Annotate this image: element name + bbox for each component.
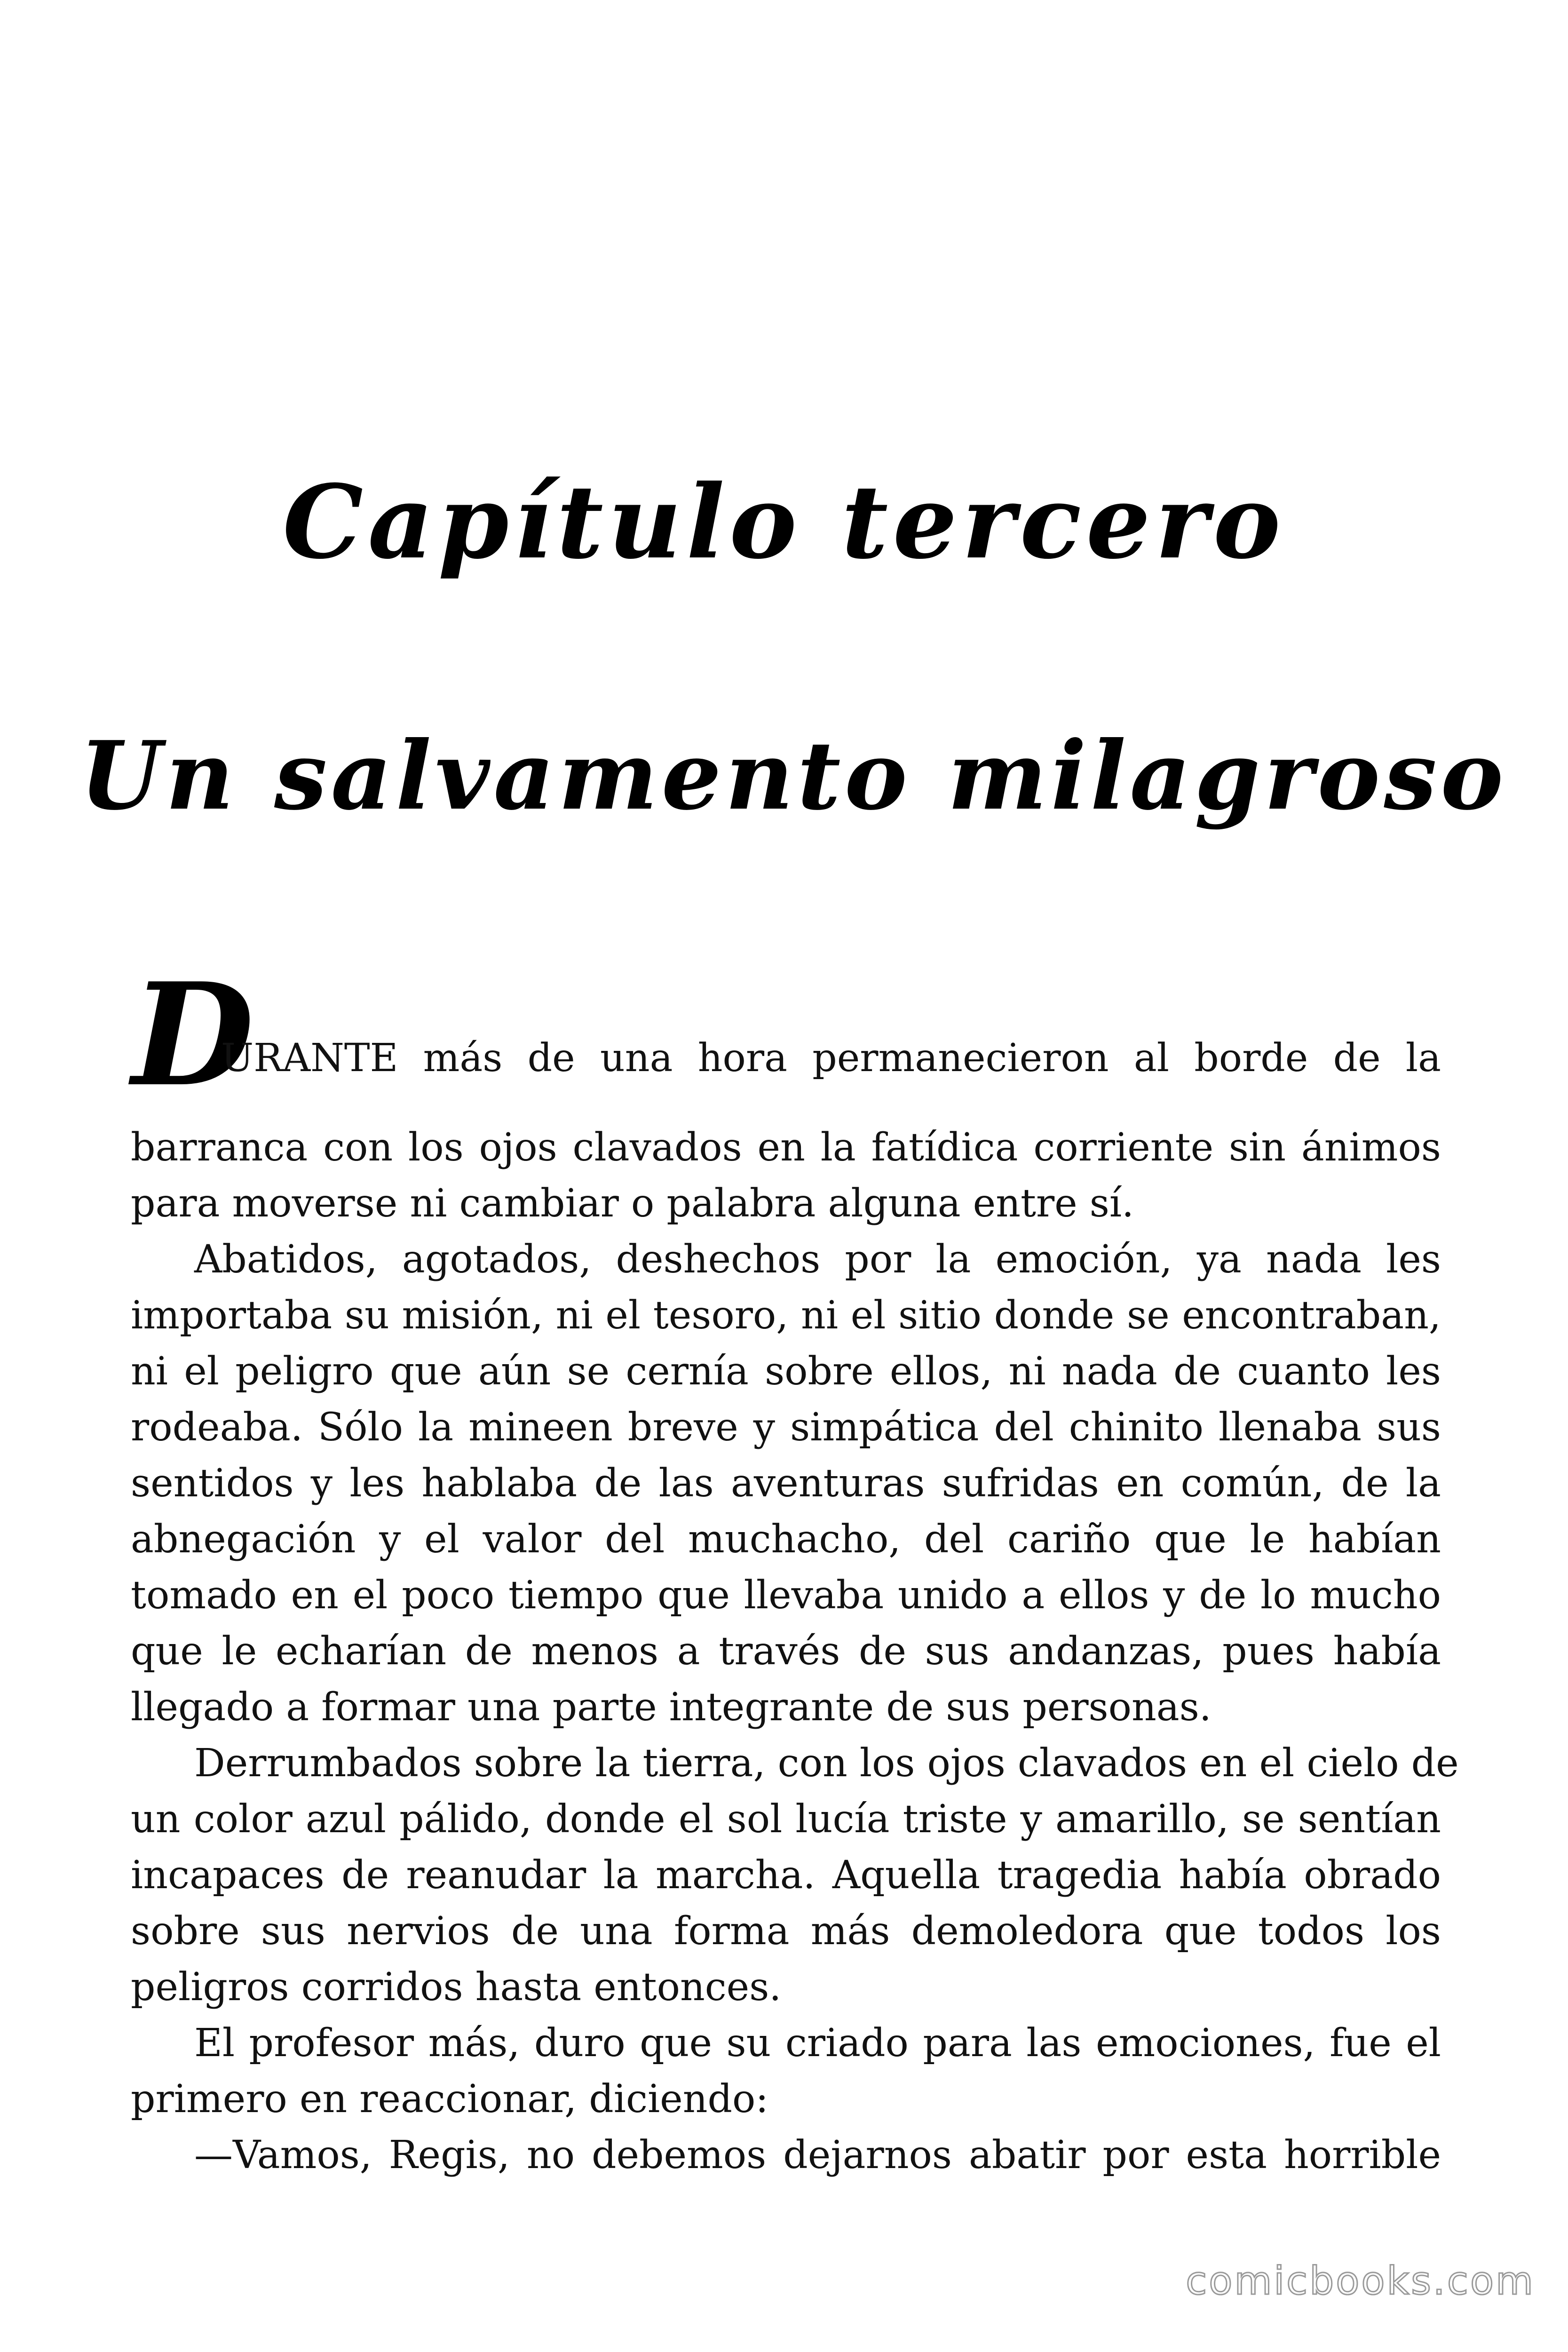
- chapter-label: Capítulo tercero: [283, 462, 1285, 581]
- text-line: primero en reaccionar, diciendo:: [131, 2077, 769, 2122]
- text-line: incapaces de reanudar la marcha. Aquella tragedia había obrado: [131, 1853, 1441, 1898]
- text-line: rodeaba. Sólo la mineen breve y simpática del chinito llenaba sus: [131, 1405, 1441, 1450]
- drop-cap: D: [132, 952, 254, 1118]
- text-line: importaba su misión, ni el tesoro, ni el sitio donde se encontraban,: [131, 1293, 1441, 1338]
- text-line: Derrumbados sobre la tierra, con los ojos clavados en el cielo de: [194, 1741, 1459, 1786]
- text-line: —Vamos, Regis, no debemos dejarnos abatir por esta horrible: [194, 2133, 1441, 2177]
- text-line: para moverse ni cambiar o palabra alguna entre sí.: [131, 1181, 1134, 1226]
- text-line: peligros corridos hasta entonces.: [131, 1965, 782, 2010]
- first-text-line: URANTE más de una hora permanecieron al borde de la: [221, 1036, 1441, 1081]
- text-line: barranca con los ojos clavados en la fatídica corriente sin ánimos: [131, 1125, 1441, 1170]
- body-text: [131, 1120, 1459, 2183]
- text-line: abnegación y el valor del muchacho, del cariño que le habían: [131, 1517, 1441, 1562]
- text-line: un color azul pálido, donde el sol lucía triste y amarillo, se sentían: [131, 1797, 1441, 1842]
- text-line: que le echarían de menos a través de sus andanzas, pues había: [131, 1629, 1441, 1674]
- text-line: tomado en el poco tiempo que llevaba unido a ellos y de lo mucho: [131, 1573, 1441, 1618]
- chapter-title: Un salvamento milagroso: [79, 721, 1507, 831]
- text-line: llegado a formar una parte integrante de sus personas.: [131, 1685, 1212, 1730]
- text-line: El profesor más, duro que su criado para las emociones, fue el: [194, 2021, 1441, 2066]
- watermark: comicbooks.com: [1186, 2259, 1535, 2304]
- text-line: sobre sus nervios de una forma más demoledora que todos los: [131, 1909, 1441, 1954]
- text-line: sentidos y les hablaba de las aventuras sufridas en común, de la: [131, 1461, 1441, 1506]
- text-line: Abatidos, agotados, deshechos por la emoción, ya nada les: [194, 1237, 1441, 1282]
- text-line: ni el peligro que aún se cernía sobre ellos, ni nada de cuanto les: [131, 1349, 1441, 1394]
